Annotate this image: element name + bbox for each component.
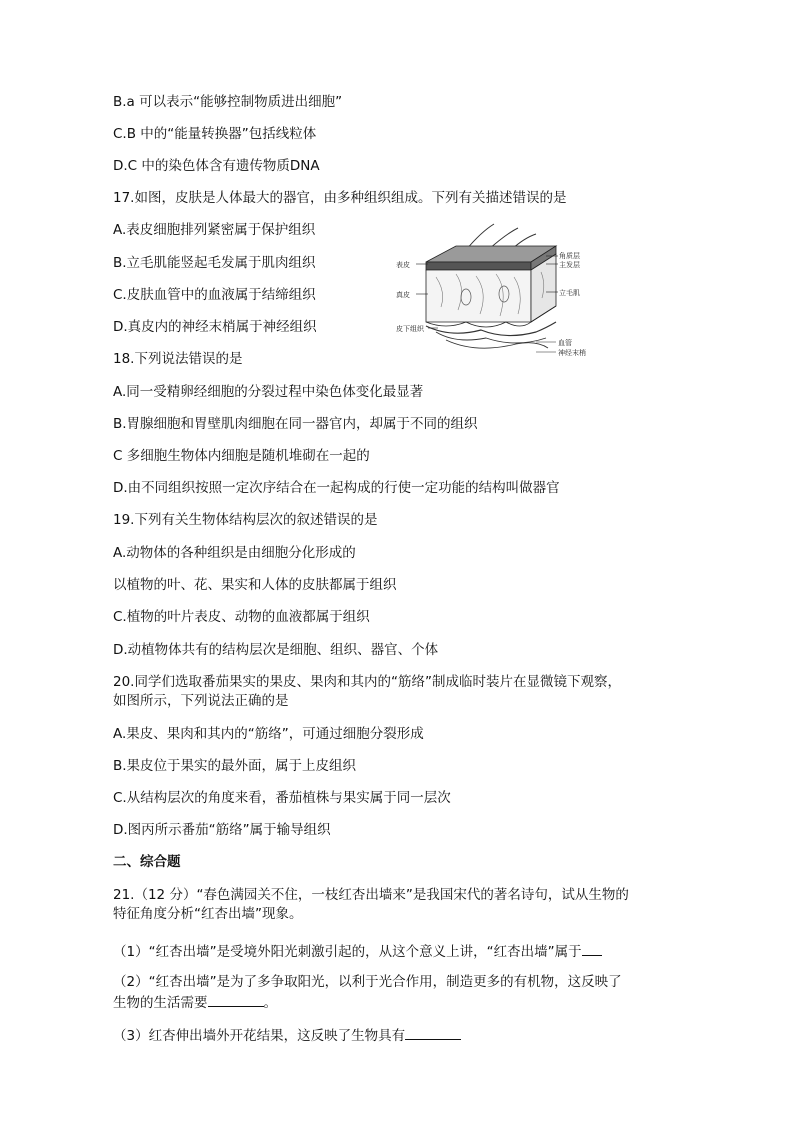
q21-part-2-text: 生物的生活需要: [113, 995, 208, 1011]
q21-part-1: [113, 941, 602, 961]
q21-part-3-text: （3）红杏伸出墙外开花结果，这反映了生物具有: [113, 1028, 406, 1044]
question-17: 17.如图，皮肤是人体最大的器官，由多种组织组成。下列有关描述错误的是: [113, 190, 567, 206]
label-epidermis: 表皮: [396, 261, 410, 269]
q21-part-3: [113, 1025, 461, 1045]
q18-option-c: C 多细胞生物体内细胞是随机堆砌在一起的: [113, 448, 370, 464]
q21-part-2: （2）“红杏出墙”是为了多争取阳光，以利于光合作用，制造更多的有机物，这反映了: [113, 974, 622, 990]
label-arrector-pili: 立毛肌: [559, 289, 580, 297]
question-20: 20.同学们选取番茄果实的果皮、果肉和其内的“筋络”制成临时装片在显微镜下观察，: [113, 674, 621, 690]
q17-option-c: C.皮肤血管中的血液属于结缔组织: [113, 287, 316, 303]
question-21-cont: 特征角度分析“红杏出墙”现象。: [113, 906, 303, 922]
q17-option-d: D.真皮内的神经末梢属于神经组织: [113, 319, 317, 335]
q19-option-c: C.植物的叶片表皮、动物的血液都属于组织: [113, 609, 370, 625]
answer-blank-3[interactable]: [405, 1025, 461, 1040]
q20-option-a: A.果皮、果肉和其内的“筋络”，可通过细胞分裂形成: [113, 726, 424, 742]
q18-option-a: A.同一受精卵经细胞的分裂过程中染色体变化最显著: [113, 384, 424, 400]
q19-option-a: A.动物体的各种组织是由细胞分化形成的: [113, 545, 356, 561]
q19-option-b: 以植物的叶、花、果实和人体的皮肤都属于组织: [113, 577, 397, 593]
label-subcutaneous: 皮下组织: [396, 325, 424, 333]
option-b-line: B.a 可以表示“能够控制物质进出细胞”: [113, 94, 343, 110]
option-d-line: D.C 中的染色体含有遗传物质DNA: [113, 158, 320, 174]
q21-part-1-text: （1）“红杏出墙”是受境外阳光刺激引起的，从这个意义上讲，“红杏出墙”属于: [113, 944, 582, 960]
question-19: 19.下列有关生物体结构层次的叙述错误的是: [113, 512, 378, 528]
q20-option-d: D.图丙所示番茄“筋络”属于输导组织: [113, 822, 331, 838]
q17-option-b: B.立毛肌能竖起毛发属于肌肉组织: [113, 255, 316, 271]
label-stratum-corneum: 角质层: [559, 252, 580, 260]
question-18: 18.下列说法错误的是: [113, 351, 243, 367]
q18-option-d: D.由不同组织按照一定次序结合在一起构成的行使一定功能的结构叫做器官: [113, 480, 560, 496]
q21-part-2-end: 。: [263, 995, 277, 1011]
skin-diagram: [396, 222, 596, 368]
question-20-cont: 如图所示，下列说法正确的是: [113, 693, 289, 709]
answer-blank-1[interactable]: [582, 941, 602, 956]
label-hair-layer: 主发层: [559, 261, 580, 269]
option-c-line: C.B 中的“能量转换器”包括线粒体: [113, 126, 317, 142]
answer-blank-2[interactable]: [208, 992, 264, 1007]
q20-option-b: B.果皮位于果实的最外面，属于上皮组织: [113, 758, 357, 774]
q21-part-2-cont: [113, 992, 277, 1012]
q18-option-b: B.胃腺细胞和胃壁肌肉细胞在同一器官内，却属于不同的组织: [113, 416, 478, 432]
label-dermis: 真皮: [396, 291, 410, 299]
q17-option-a: A.表皮细胞排列紧密属于保护组织: [113, 222, 316, 238]
question-21: 21.（12 分）“春色满园关不住，一枝红杏出墙来”是我国宋代的著名诗句，试从生物的: [113, 887, 629, 903]
label-nerve-ending: 神经末梢: [558, 349, 586, 357]
q20-option-c: C.从结构层次的角度来看，番茄植株与果实属于同一层次: [113, 790, 451, 806]
section-heading: 二、综合题: [113, 854, 181, 870]
q19-option-d: D.动植物体共有的结构层次是细胞、组织、器官、个体: [113, 642, 439, 658]
label-blood-vessel: 血管: [558, 339, 572, 347]
